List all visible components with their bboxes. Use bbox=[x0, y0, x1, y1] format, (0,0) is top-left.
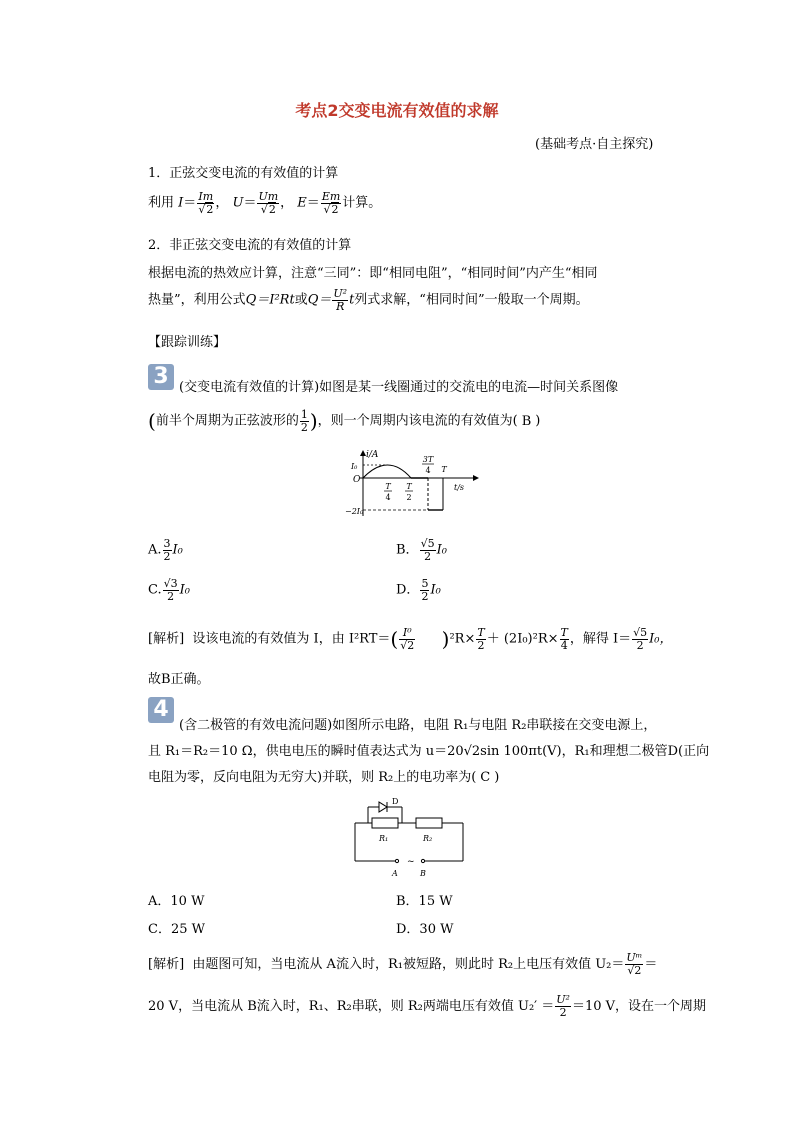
im: Im bbox=[198, 190, 214, 203]
sec2-heading: 2．非正弦交变电流的有效值的计算 bbox=[148, 238, 352, 253]
half-fraction: $\frac{1}{2}$ bbox=[300, 407, 308, 434]
q4-line1: (含二极管的有效电流问题)如图所示电路，电阻 R₁与电阻 R₂串联接在交变电源上， bbox=[179, 718, 657, 733]
t34-num: 3T bbox=[422, 455, 434, 464]
terminal-a bbox=[395, 859, 398, 862]
a-label: A bbox=[392, 869, 398, 878]
q3-option-c[interactable]: C. $\frac{√3}{2}$ I₀ bbox=[148, 577, 190, 603]
t-end-label: T bbox=[441, 465, 447, 474]
q3-option-a[interactable]: A. $\frac{3}{2}$ I₀ bbox=[148, 537, 183, 563]
sec2-line2b: 列式求解，“相同时间”一般取一个周期。 bbox=[354, 292, 589, 308]
um-fraction bbox=[257, 191, 279, 215]
q4-option-d[interactable]: D．30 W bbox=[396, 922, 454, 937]
resistor-r2 bbox=[416, 818, 442, 828]
t2-num: T bbox=[406, 482, 412, 491]
question-4-badge: 4 bbox=[148, 697, 174, 723]
diode-d bbox=[379, 802, 387, 812]
y-axis-label: i/A bbox=[366, 450, 379, 460]
q-formula-2-lhs: Q＝ bbox=[307, 292, 332, 308]
root2-c: √2 bbox=[323, 202, 339, 216]
x-axis-label: t/s bbox=[454, 483, 465, 492]
q3-conclusion: 故B正确。 bbox=[148, 672, 210, 687]
q4-analysis-line1: [解析] 由题图可知，当电流从 A流入时，R₁被短路，则此时 R₂上电压有效值 U₂＝ $\frac{\text{Uᵐ}}{√2}$ ＝ bbox=[148, 951, 658, 977]
q3-option-b[interactable]: B． $\frac{√5}{2}$ I₀ bbox=[396, 537, 447, 563]
q4-answer: C bbox=[480, 770, 491, 785]
q3-answer: B bbox=[521, 413, 532, 429]
q3-line1: (交变电流有效值的计算)如图是某一线圈通过的交流电的电流—时间关系图像 bbox=[179, 380, 619, 395]
u2: U² bbox=[333, 287, 348, 300]
im-fraction bbox=[197, 191, 214, 215]
q4-option-b[interactable]: B．15 W bbox=[396, 894, 453, 909]
q3-close: ) bbox=[535, 413, 541, 429]
question-3-badge: 3 bbox=[148, 364, 174, 390]
sine-half-wave bbox=[363, 465, 411, 478]
q4-option-c[interactable]: C．25 W bbox=[148, 922, 205, 937]
resistor-r1 bbox=[372, 818, 398, 828]
b-label: B bbox=[420, 869, 426, 878]
analysis-tag: [解析] bbox=[148, 631, 185, 647]
q3-line2b: ，则一个周期内该电流的有效值为( bbox=[317, 413, 518, 429]
q3-option-d[interactable]: D． $\frac{5}{2}$ I₀ bbox=[396, 577, 441, 603]
t4-den: 4 bbox=[385, 493, 391, 502]
q4-line3: 电阻为零，反向电阻为无穷大)并联，则 R₂上的电功率为( C ) bbox=[148, 770, 500, 785]
root2-b: √2 bbox=[260, 202, 276, 216]
terminal-b bbox=[421, 859, 424, 862]
t34-den: 4 bbox=[425, 466, 431, 475]
section-tag: (基础考点·自主探究) bbox=[535, 137, 654, 152]
q4-line2: 且 R₁＝R₂＝10 Ω，供电电压的瞬时值表达式为 u＝20√2sin 100πt(V)，R₁和理想二极管D(正向 bbox=[148, 744, 710, 759]
q3-analysis1: 设该电流的有效值为 I，由 I²RT＝ bbox=[192, 631, 391, 647]
q3-analysis: [解析] 设该电流的有效值为 I，由 I²RT＝( $\frac{\text{I⁰}}{√2}$ )²R× $\frac{T}{2}$ ＋ (2I₀)²R× $\frac{T}{4}$ ，解得 I＝ $\frac{√5}{2}$ I₀， bbox=[148, 625, 673, 652]
r2-label: R₂ bbox=[423, 834, 433, 843]
t4-num: T bbox=[385, 482, 391, 491]
training-header: 【跟踪训练】 bbox=[148, 335, 227, 350]
page-title: 考点2交变电流有效值的求解 bbox=[295, 101, 499, 120]
sec1-heading: 1．正弦交变电流的有效值的计算 bbox=[148, 166, 339, 181]
source-tilde: ~ bbox=[407, 857, 415, 867]
sec2-or: 或 bbox=[294, 292, 308, 308]
i-lhs: I bbox=[178, 195, 184, 211]
sec2-line2a: 热量”，利用公式 bbox=[148, 292, 246, 308]
sec1-use: 利用 bbox=[148, 195, 175, 211]
em-fraction bbox=[321, 191, 341, 215]
q4-option-a[interactable]: A．10 W bbox=[148, 894, 205, 909]
t-axis-arrow bbox=[473, 475, 479, 481]
root2-a: √2 bbox=[198, 202, 214, 216]
e-lhs: E bbox=[297, 195, 307, 211]
origin-label: O bbox=[353, 475, 361, 485]
q-formula-1: Q＝I²Rt bbox=[245, 292, 295, 308]
t: t bbox=[349, 292, 355, 308]
sec2-line1: 根据电流的热效应计算，注意“三同”：即“相同电阻”，“相同时间”内产生“相同 bbox=[148, 266, 598, 281]
r1-label: R₁ bbox=[379, 834, 389, 843]
sec1-formula-line: 利用 I＝ $\frac{Im}{√2}$ ， U＝ $\frac{Um}{√2}$ ， E＝ $\frac{Em}{√2}$ 计算。 bbox=[148, 190, 382, 216]
diode-label: D bbox=[392, 797, 399, 806]
u-lhs: U bbox=[232, 195, 244, 211]
um: Um bbox=[258, 190, 279, 203]
q3-line2 bbox=[148, 408, 540, 435]
q4-analysis-line2: 20 V，当电流从 B流入时，R₁、R₂串联，则 R₂两端电压有效值 U₂′ ＝ $\frac{\text{U²}}{2}$ ＝10 V，设在一个周期 bbox=[148, 993, 707, 1019]
current-time-graph bbox=[345, 448, 485, 520]
q3-line2a: 前半个周期为正弦波形的 bbox=[155, 413, 299, 429]
r: R bbox=[336, 299, 345, 313]
paren-open: ( bbox=[148, 409, 156, 433]
paren-close: ) bbox=[309, 409, 318, 433]
circuit-diagram bbox=[350, 795, 470, 880]
sec2-line2 bbox=[148, 288, 589, 312]
i0-label: I₀ bbox=[351, 462, 358, 471]
u2-over-r bbox=[332, 288, 348, 312]
em: Em bbox=[321, 190, 341, 203]
neg-label: −2I₀ bbox=[345, 507, 364, 516]
sec1-tail: 计算。 bbox=[342, 195, 382, 211]
t2-den: 2 bbox=[406, 493, 412, 502]
